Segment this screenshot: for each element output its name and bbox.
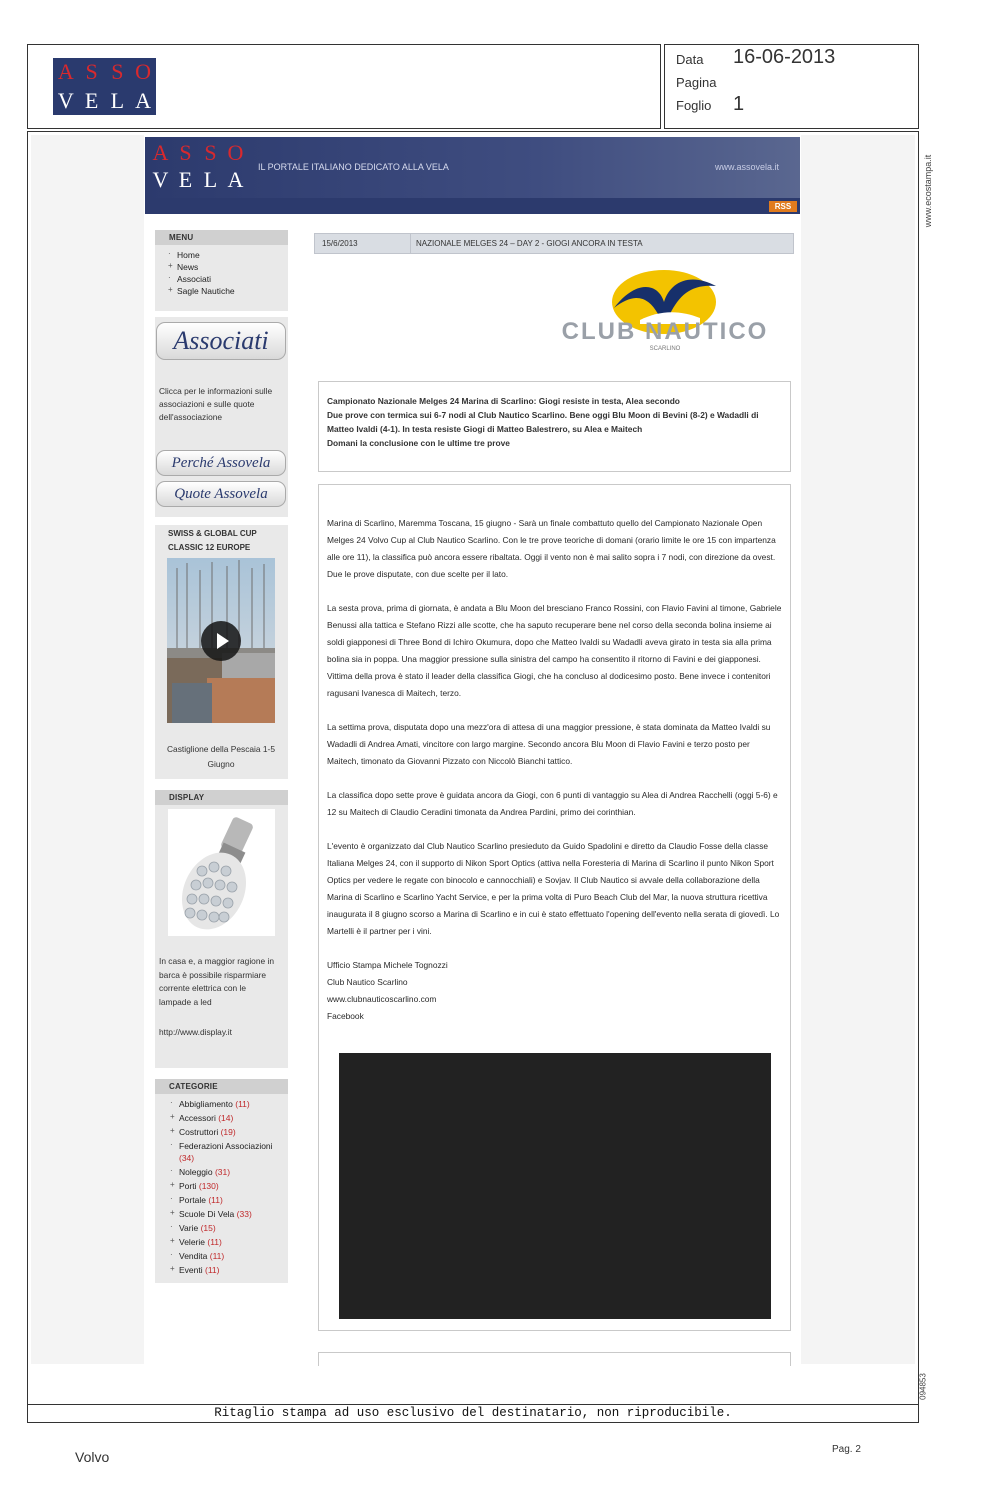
associati-text: Clicca per le informazioni sulle associazioni e sulle quote dell'associazione — [159, 386, 273, 422]
category-item[interactable] — [167, 1179, 288, 1193]
facebook-link[interactable]: Facebook — [327, 1011, 364, 1021]
category-label: Abbigliamento — [179, 1099, 233, 1109]
logo-letter: O — [135, 59, 152, 85]
play-icon[interactable] — [201, 621, 241, 661]
logo-letter: O — [227, 140, 244, 165]
category-count: (11) — [208, 1195, 223, 1205]
signature-link[interactable]: www.clubnauticoscarlino.com — [327, 994, 437, 1004]
banner-tagline: IL PORTALE ITALIANO DEDICATO ALLA VELA — [258, 162, 449, 172]
menu-item-sagle[interactable] — [165, 285, 288, 297]
embedded-video-player[interactable] — [339, 1053, 771, 1319]
category-item[interactable] — [167, 1235, 288, 1249]
category-count: (19) — [220, 1127, 236, 1137]
category-item[interactable] — [167, 1125, 288, 1139]
menu-bullet: + — [168, 261, 173, 270]
category-label: Accessori — [179, 1113, 216, 1123]
nav-bar — [145, 198, 800, 214]
article-title: NAZIONALE MELGES 24 – DAY 2 - GIOGI ANCORA IN TESTA — [416, 239, 643, 248]
category-bullet: + — [170, 1180, 175, 1189]
logo-letter: L — [110, 87, 125, 113]
signature-block — [327, 957, 782, 1025]
logo-letter: A — [227, 167, 244, 192]
led-bulb-icon — [168, 809, 275, 936]
menu-bullet: · — [168, 249, 171, 258]
category-item[interactable] — [167, 1139, 288, 1165]
category-bullet: · — [170, 1098, 173, 1107]
category-bullet: + — [170, 1112, 175, 1121]
video-title: SWISS & GLOBAL CUP CLASSIC 12 EUROPE — [168, 529, 257, 552]
menu-label: Associati — [177, 274, 212, 284]
page-label: Pagina — [676, 75, 717, 90]
categorie-list — [155, 1094, 288, 1277]
category-bullet: + — [170, 1208, 175, 1217]
category-bullet: · — [170, 1140, 173, 1149]
sheet-label: Foglio — [676, 98, 712, 113]
menu-item-home[interactable] — [165, 249, 288, 261]
categorie-title: CATEGORIE — [155, 1079, 288, 1094]
category-item[interactable] — [167, 1207, 288, 1221]
category-count: (11) — [205, 1265, 220, 1275]
category-bullet: · — [170, 1250, 173, 1259]
category-item[interactable] — [167, 1193, 288, 1207]
date-value: 16-06-2013 — [733, 46, 836, 68]
category-label: Vendita — [179, 1251, 208, 1261]
led-bulb-image — [168, 809, 275, 936]
club-nautico-subtext: SCARLINO — [649, 346, 681, 352]
category-item[interactable] — [167, 1097, 288, 1111]
category-count: (130) — [198, 1181, 219, 1191]
logo-letter: E — [178, 167, 193, 192]
logo-letter: S — [111, 59, 124, 85]
logo-letter: A — [57, 59, 74, 85]
category-bullet: · — [170, 1166, 173, 1175]
summary-line: Domani la conclusione con le ultime tre prove — [327, 438, 510, 448]
category-count: (11) — [207, 1237, 222, 1247]
video-caption: Castiglione della Pescaia 1-5 Giugno — [166, 744, 275, 769]
display-text: In casa e, a maggior ragione in barca è possibile risparmiare corrente elettrica con le lampade a led — [159, 956, 274, 1007]
rss-button[interactable]: RSS — [769, 201, 797, 212]
category-label: Portale — [179, 1195, 206, 1205]
category-bullet: · — [170, 1222, 173, 1231]
disclaimer-text: Ritaglio stampa ad uso esclusivo del destinatario, non riproducibile. — [214, 1406, 732, 1420]
category-label: Eventi — [179, 1265, 203, 1275]
date-label: Data — [676, 52, 704, 67]
category-label: Porti — [179, 1181, 197, 1191]
article-paragraph: La classifica dopo sette prove è guidata ancora da Giogi, con 6 punti di vantaggio su Alea di Andrea Racchelli (oggi 5-6) e 12 su Maitech di Claudio Ceradini timonata da Andrea Pardini, primo dei corinthian. — [327, 790, 778, 817]
menu-item-news[interactable] — [165, 261, 288, 273]
article-header-divider — [410, 234, 411, 253]
signature-line: Ufficio Stampa Michele Tognozzi — [327, 960, 448, 970]
summary-line: Campionato Nazionale Melges 24 Marina di Scarlino: Giogi resiste in testa, Alea secondo — [327, 396, 680, 406]
menu-bullet: · — [168, 273, 171, 282]
logo-letter: A — [152, 140, 169, 165]
sheet-value: 1 — [733, 93, 745, 115]
quote-assovela-button[interactable]: Quote Assovela — [156, 481, 286, 507]
associati-button[interactable]: Associati — [156, 322, 286, 360]
next-article-box — [318, 1352, 791, 1366]
logo-letter: V — [152, 167, 169, 192]
category-count: (33) — [236, 1209, 252, 1219]
category-count: (14) — [218, 1113, 234, 1123]
menu-label: News — [177, 262, 199, 272]
menu-item-associati[interactable] — [165, 273, 288, 285]
category-item[interactable] — [167, 1249, 288, 1263]
category-item[interactable] — [167, 1165, 288, 1179]
article-paragraph: L'evento è organizzato dal Club Nautico Scarlino presieduto da Guido Spadolini e diretto da Claudio Fosse della classe Italiana Melges 24, con il supporto di Nikon Sport Optics (attiva nella Foresteria di Marina di Scarlino il punto Nikon Sport Optics per vedere le regate con binocolo e cannocchiali) e Sovjav. Il Club Nautico si avvale della collaborazione della Marina di Scarlino e Scarlino Yacht Service, e per la prima volta di Puro Beach Club del Mar, la nuova struttura ricettiva inaugurata il 8 giugno scorso a Marina di Scarlino e in cui è stato effettuato l'opening dell'evento nella serata di giovedì. Lo Martelli è il partner per i vini. — [327, 841, 780, 936]
logo-letter: E — [84, 87, 99, 113]
logo-letter: A — [135, 87, 152, 113]
logo-letter: V — [57, 87, 74, 113]
category-item[interactable] — [167, 1111, 288, 1125]
keyword-label: Volvo — [75, 1449, 110, 1465]
category-label: Velerie — [179, 1237, 205, 1247]
menu-label: Sagle Nautiche — [177, 286, 235, 296]
article-paragraph: La settima prova, disputata dopo una mezz'ora di attesa di una maggior pressione, è stata dominata da Matteo Ivaldi su Wadadli di Andrea Amati, vincitore con largo margine. Secondo ancora Blu Moon di Flavio Favini e terzo posto per Maitech, timonato da Giovanni Pizzato con Niccolò Bianchi tattico. — [327, 722, 771, 766]
menu-bullet: + — [168, 285, 173, 294]
category-item[interactable] — [167, 1221, 288, 1235]
category-bullet: + — [170, 1264, 175, 1273]
logo-letter: S — [85, 59, 98, 85]
menu-box — [155, 230, 288, 311]
club-nautico-logo — [540, 262, 789, 372]
page-number: Pag. 2 — [832, 1444, 861, 1455]
category-label: Costruttori — [179, 1127, 219, 1137]
display-link[interactable]: http://www.display.it — [159, 1027, 232, 1037]
logo-letter: L — [203, 167, 218, 192]
category-label: Federazioni Associazioni — [179, 1141, 273, 1151]
club-nautico-text: CLUB NAUTICO — [561, 318, 769, 345]
categorie-box — [155, 1079, 288, 1283]
signature-line: Club Nautico Scarlino — [327, 977, 408, 987]
side-url: www.ecostampa.it — [923, 154, 933, 228]
perche-assovela-button[interactable]: Perché Assovela — [156, 450, 286, 476]
category-bullet: + — [170, 1236, 175, 1245]
article-date: 15/6/2013 — [322, 239, 358, 248]
summary-box — [318, 381, 791, 472]
category-count: (15) — [200, 1223, 216, 1233]
menu-title: MENU — [155, 230, 288, 245]
category-bullet: + — [170, 1126, 175, 1135]
category-bullet: · — [170, 1194, 173, 1203]
category-count: (11) — [209, 1251, 225, 1261]
category-label: Noleggio — [179, 1167, 213, 1177]
category-count: (31) — [214, 1167, 231, 1177]
banner-logo — [148, 140, 248, 194]
logo-letter: S — [179, 140, 192, 165]
category-label: Varie — [179, 1223, 199, 1233]
category-count: (34) — [179, 1153, 195, 1163]
article-paragraph: La sesta prova, prima di giornata, è andata a Blu Moon del bresciano Franco Rossini, con Flavio Favini al timone, Gabriele Benussi alla tattica e Stefano Rizzi alle scotte, che ha saputo recuperare bene nel corso della seconda bolina insieme ai soldi giapponesi di Three Bond di Ichiro Okumura, dopo che Matteo Ivaldi su Wadadli aveva girato in testa sia alla prima bolina sia in poppa. Una maggior pressione sulla sinistra del campo ha consentito il ritorno di Favini e dei giapponesi. Vittima della prova è stato il leader della classifica Giogi, che ha concluso al dodicesimo posto. Bene invece i contenitori ragusani Ivanesca di Maitech, terzo. — [327, 603, 782, 698]
banner-url: www.assovela.it — [715, 162, 780, 172]
menu-label: Home — [177, 250, 200, 260]
logo-letter: S — [204, 140, 217, 165]
summary-line: Due prove con termica sui 6-7 nodi al Club Nautico Scarlino. Bene oggi Blu Moon di Bevini (8-2) e Wadadli di Matteo Ivaldi (4-1). In testa resiste Giogi di Matteo Balestrero, su Alea e Maitech — [327, 410, 759, 434]
side-code: 094853 — [918, 1373, 928, 1400]
display-title: DISPLAY — [155, 790, 288, 805]
category-label: Scuole Di Vela — [179, 1209, 235, 1219]
assovela-logo — [53, 58, 156, 115]
video-thumbnail[interactable] — [167, 558, 275, 723]
article-paragraph: Marina di Scarlino, Maremma Toscana, 15 giugno - Sarà un finale combattuto quello del Campionato Nazionale Open Melges 24 Volvo Cup al Club Nautico Scarlino. Con le tre prove teoriche di domani (orario limite le ore 15 con impartenza alle ore 11), la classifica può ancora essere ribaltata. Oggi il vento non è mai salito sopra i 7 nodi, con direzione da ovest. Due le prove disputate, con due scelte per il lato. — [327, 518, 776, 579]
category-count: (11) — [235, 1099, 250, 1109]
category-item[interactable] — [167, 1263, 288, 1277]
